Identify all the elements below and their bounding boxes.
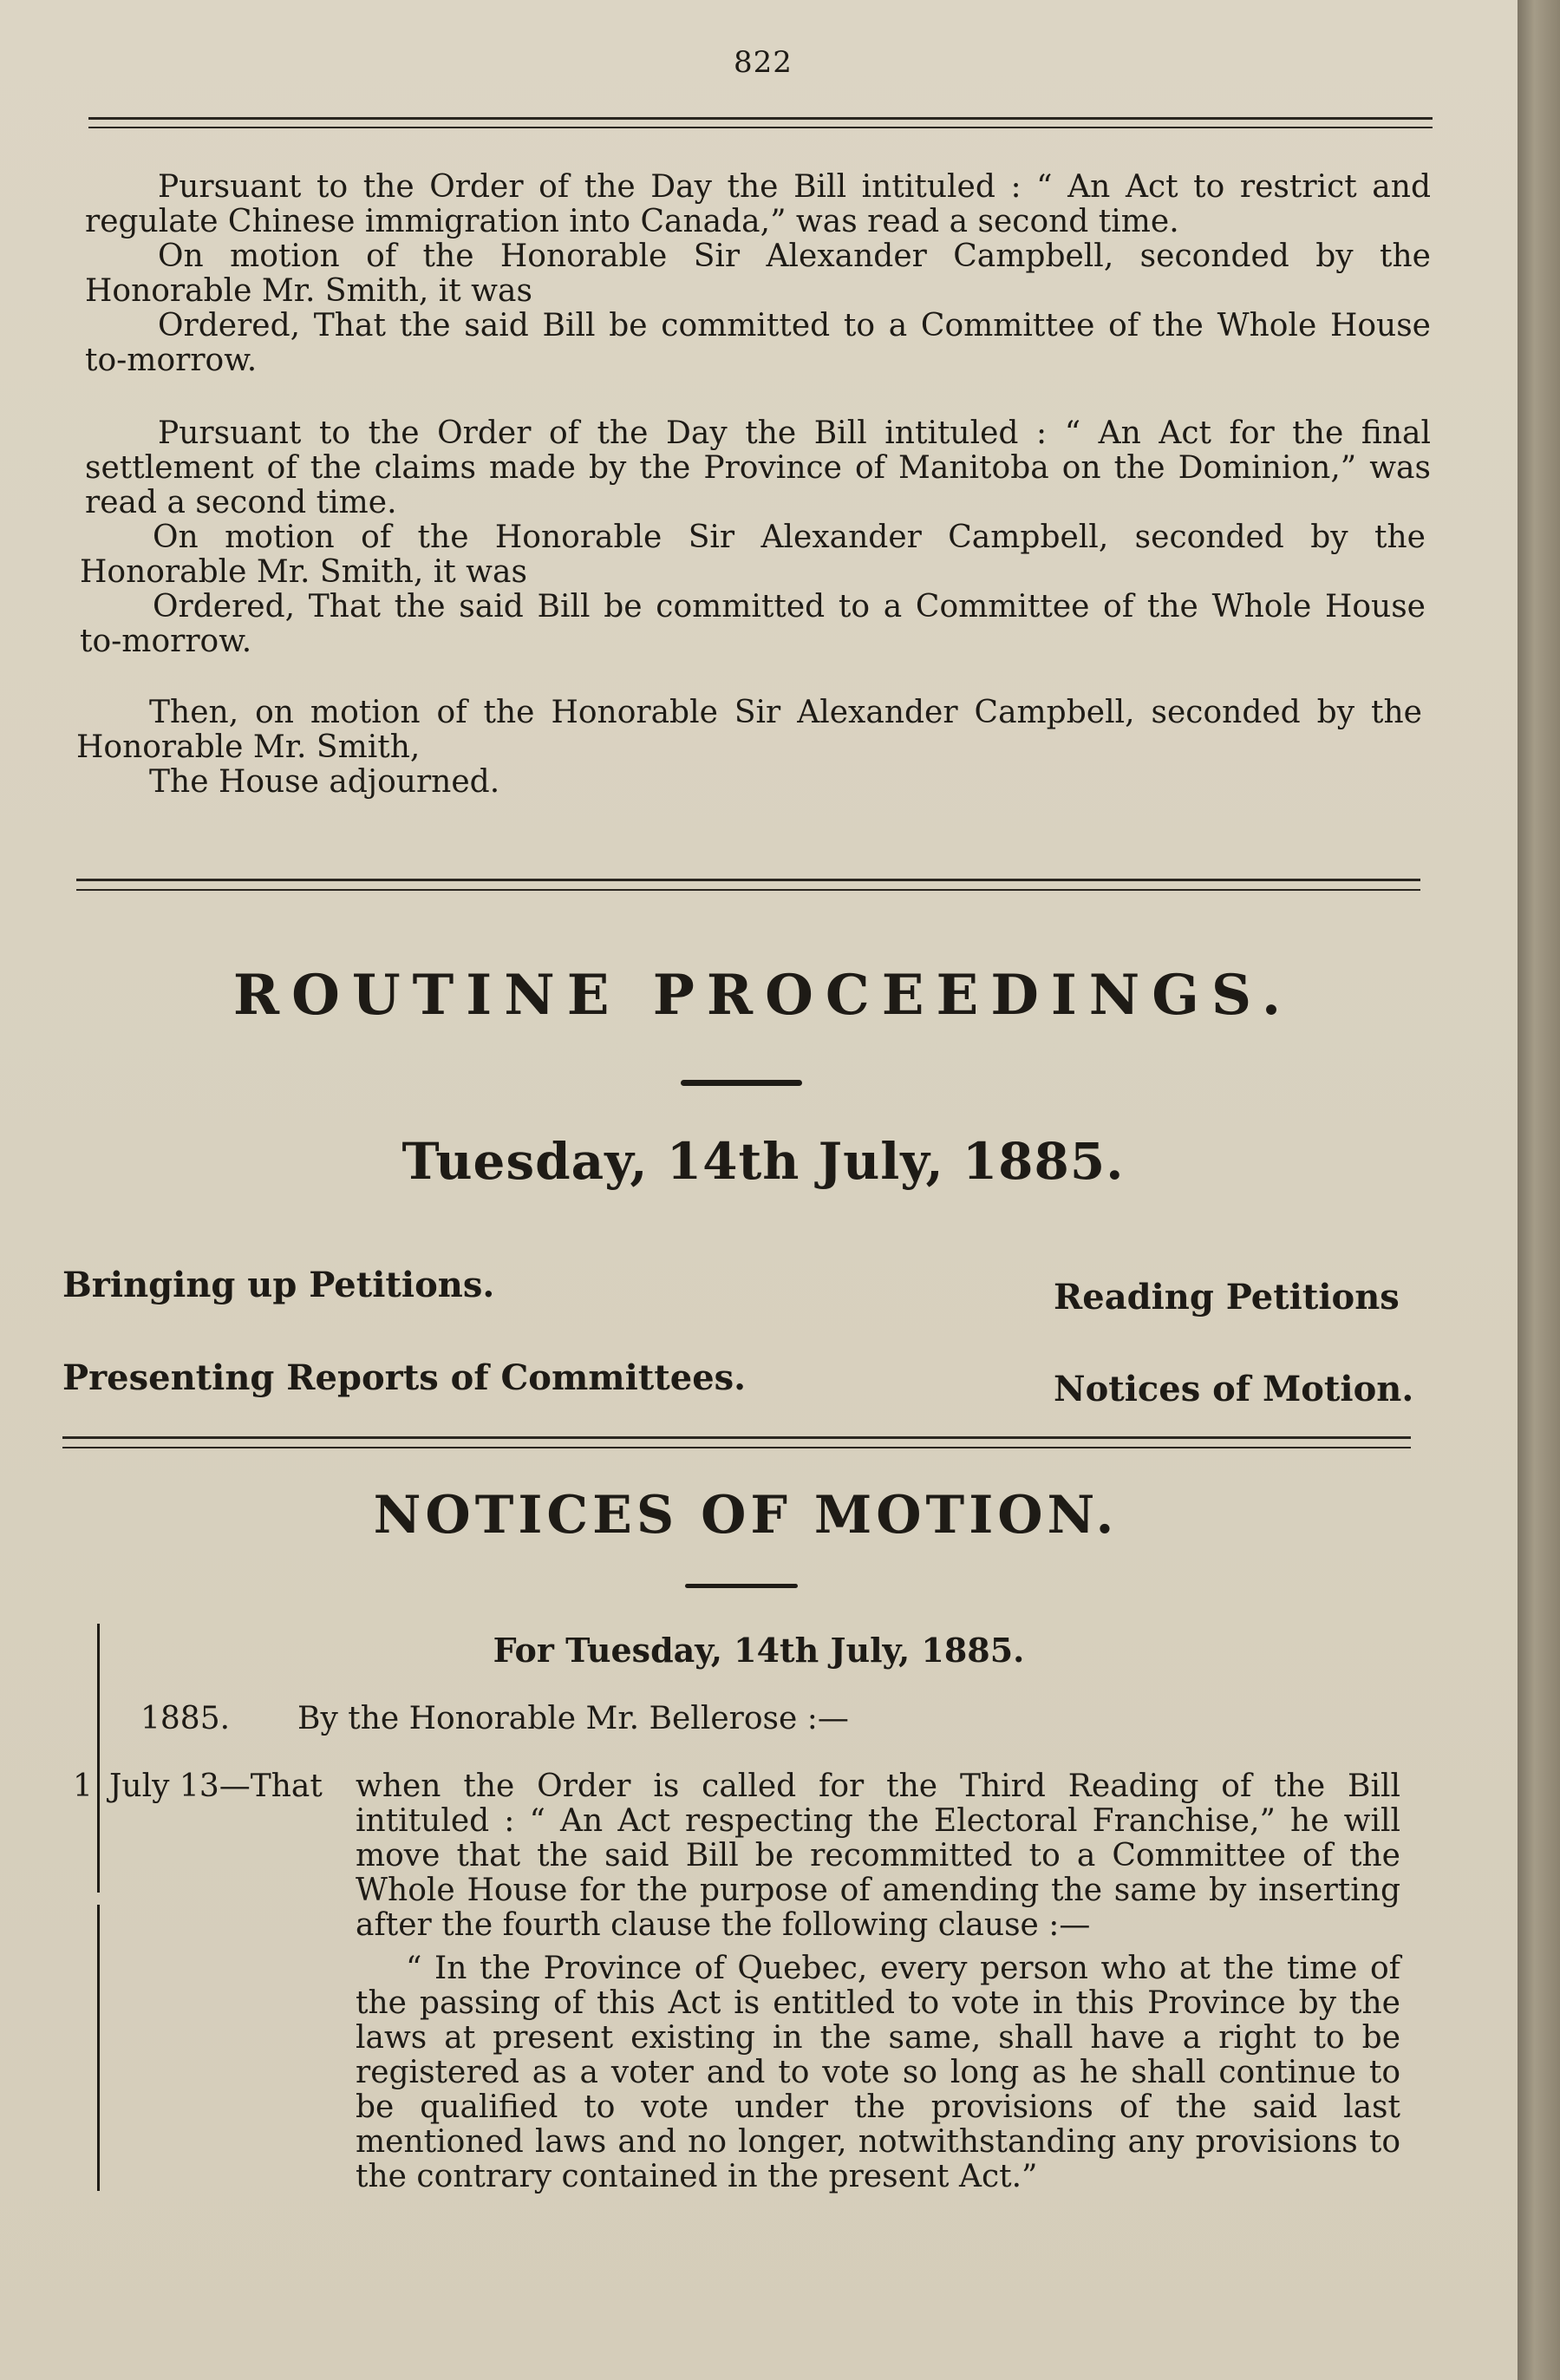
- paragraph-chinese-bill-ordered: Ordered, That the said Bill be committed to a Committee of the Whole House to-morrow.: [85, 308, 1431, 378]
- section-rule-2: [76, 889, 1420, 891]
- motion-text: when the Order is called for the Third Reading of the Bill intituled : “ An Act respecting the Electoral Franchise,” he will move that the said Bill be recommitted to a Committee of the Whole House for the purpose of amending the same by inserting after the fourth clause the following clause :—: [356, 1769, 1400, 1943]
- page-number: 822: [734, 45, 793, 80]
- notice-item-date: July 13—That: [109, 1769, 323, 1804]
- margin-line-lower: [97, 1905, 100, 2191]
- notices-rule-1: [62, 1436, 1411, 1439]
- routine-proceedings-title: ROUTINE PROCEEDINGS.: [232, 963, 1294, 1028]
- section-rule-1: [76, 879, 1420, 881]
- paragraph-manitoba-bill-ordered: Ordered, That the said Bill be committed to a Committee of the Whole House to-morrow.: [80, 589, 1426, 659]
- item-reading-petitions: Reading Petitions: [1054, 1277, 1400, 1318]
- top-rule-2: [88, 127, 1433, 128]
- paragraph-manitoba-bill-motion: On motion of the Honorable Sir Alexander Campbell, seconded by the Honorable Mr. Smith, it was: [80, 520, 1426, 590]
- notice-item-number: 1: [73, 1769, 93, 1804]
- routine-date: Tuesday, 14th July, 1885.: [401, 1132, 1125, 1191]
- motion-quoted-clause: “ In the Province of Quebec, every person who at the time of the passing of this Act is entitled to vote in this Province by the laws at present existing in the same, shall have a right to be registered as a voter and to vote so long as he shall continue to be qualified to vote under the provisions of the said last mentioned laws and no longer, notwithstanding any provisions to the contrary contained in the present Act.”: [356, 1951, 1400, 2194]
- paragraph-house-adjourned: The House adjourned.: [149, 764, 500, 800]
- book-spine-edge: [1518, 0, 1560, 2380]
- notice-member: By the Honorable Mr. Bellerose :—: [297, 1701, 849, 1736]
- notice-year: 1885.: [140, 1701, 231, 1736]
- paragraph-adjournment-motion: Then, on motion of the Honorable Sir Alexander Campbell, seconded by the Honorable Mr. Smith,: [76, 695, 1422, 765]
- item-notices-of-motion: Notices of Motion.: [1054, 1369, 1414, 1409]
- title-ornament-dash: [681, 1080, 802, 1086]
- item-presenting-reports: Presenting Reports of Committees.: [62, 1357, 747, 1398]
- paragraph-manitoba-bill-reading: Pursuant to the Order of the Day the Bill intituled : “ An Act for the final settlement of the claims made by the Province of Manitoba on the Dominion,” was read a second time.: [85, 415, 1431, 520]
- paragraph-chinese-bill-motion: On motion of the Honorable Sir Alexander Campbell, seconded by the Honorable Mr. Smith, it was: [85, 239, 1431, 309]
- notices-for-date: For Tuesday, 14th July, 1885.: [493, 1631, 1025, 1670]
- notices-ornament-dash: [685, 1584, 798, 1588]
- notices-rule-2: [62, 1447, 1411, 1448]
- item-bringing-up-petitions: Bringing up Petitions.: [62, 1265, 495, 1305]
- top-rule-1: [88, 117, 1433, 120]
- notices-of-motion-title: NOTICES OF MOTION.: [373, 1485, 1119, 1546]
- paragraph-chinese-bill-reading: Pursuant to the Order of the Day the Bill intituled : “ An Act to restrict and regulate Chinese immigration into Canada,” was read a second time.: [85, 169, 1431, 239]
